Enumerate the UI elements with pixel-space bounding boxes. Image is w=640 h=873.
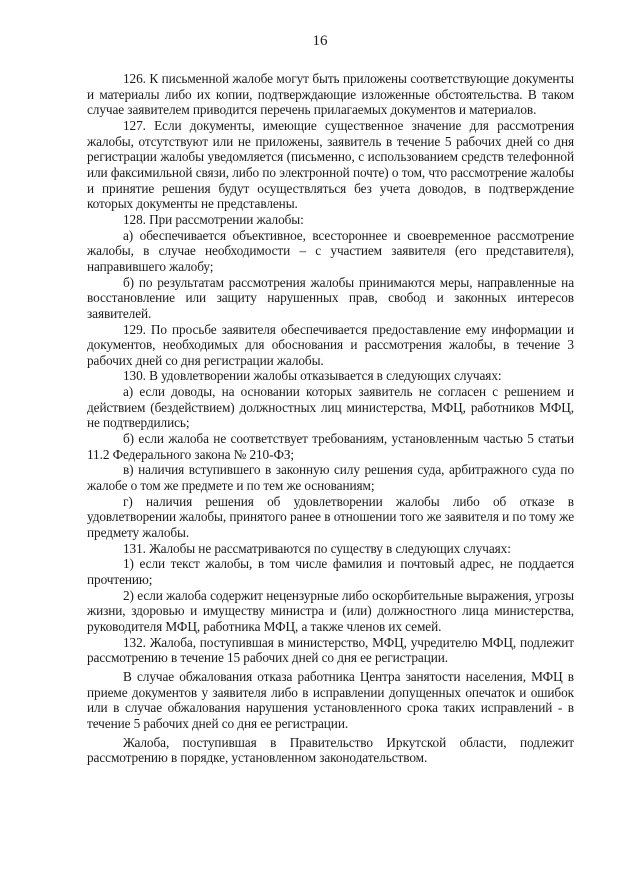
paragraph-130-v: в) наличия вступившего в законную силу решения суда, арбитражного суда по жалобе о том же предмете и по тем же основаниям; xyxy=(87,462,574,494)
paragraph-127: 127. Если документы, имеющие существенное значение для рассмотрения жалобы, отсутствуют или не приложены, заявитель в течение 5 рабочих дней со дня регистрации жалобы уведомляется (письменно, с использованием средств телефонной или факсимильной связи, либо по электронной почте) о том, что рассмотрение жалобы и принятие решения будут осуществляться без учета доводов, в подтверждение которых документы не представлены. xyxy=(87,117,574,212)
paragraph-132: 132. Жалоба, поступившая в министерство, МФЦ, учредителю МФЦ, подлежит рассмотрению в течение 15 рабочих дней со дня ее регистрации. xyxy=(87,634,574,666)
paragraph-128: 128. При рассмотрении жалобы: xyxy=(123,211,304,227)
paragraph-128-a: а) обеспечивается объективное, всестороннее и своевременное рассмотрение жалобы, в случае необходимости – с участием заявителя (его представителя), направившего жалобу; xyxy=(87,227,574,274)
paragraph-130-g: г) наличия решения об удовлетворении жалобы либо об отказе в удовлетворении жалобы, принятого ранее в отношении того же заявителя и по тому же предмету жалобы. xyxy=(87,493,574,541)
paragraph-130-b: б) если жалоба не соответствует требованиям, установленным частью 5 статьи 11.2 Федерального закона № 210-ФЗ; xyxy=(87,431,574,462)
page-number: 16 xyxy=(312,33,328,49)
paragraph-132-appeal-refusal: В случае обжалования отказа работника Центра занятости населения, МФЦ в приеме документов у заявителя либо в исправлении допущенных опечаток и ошибок или в случае обжалования нарушения установленного срока таких исправлений - в течение 5 рабочих дней со дня ее регистрации. xyxy=(87,668,574,731)
document-body xyxy=(87,71,574,766)
paragraph-131-2: 2) если жалоба содержит нецензурные либо оскорбительные выражения, угрозы жизни, здоровью и имуществу министра и (или) должностного лица министерства, руководителя МФЦ, работника МФЦ, а также членов их семей. xyxy=(87,587,574,634)
paragraph-126: 126. К письменной жалобе могут быть приложены соответствующие документы и материалы либо их копии, подтверждающие изложенные обстоятельства. В таком случае заявителем приводится перечень прилагаемых документов и материалов. xyxy=(87,71,574,118)
paragraph-128-b: б) по результатам рассмотрения жалобы принимаются меры, направленные на восстановление или защиту нарушенных прав, свобод и законных интересов заявителей. xyxy=(87,274,574,321)
paragraph-129: 129. По просьбе заявителя обеспечивается предоставление ему информации и документов, необходимых для обоснования и рассмотрения жалобы, в течение 3 рабочих дней со дня регистрации жалобы. xyxy=(87,321,574,368)
paragraph-131-1: 1) если текст жалобы, в том числе фамилия и почтовый адрес, не поддается прочтению; xyxy=(87,556,574,587)
paragraph-131: 131. Жалобы не рассматриваются по существу в следующих случаях: xyxy=(123,540,511,556)
paragraph-130: 130. В удовлетворении жалобы отказывается в следующих случаях: xyxy=(123,368,502,384)
paragraph-132-government: Жалоба, поступившая в Правительство Иркутской области, подлежит рассмотрению в порядке, установленном законодательством. xyxy=(87,734,574,766)
paragraph-130-a: а) если доводы, на основании которых заявитель не согласен с решением и действием (бездействием) должностных лиц министерства, МФЦ, работников МФЦ, не подтвердились; xyxy=(87,384,574,431)
